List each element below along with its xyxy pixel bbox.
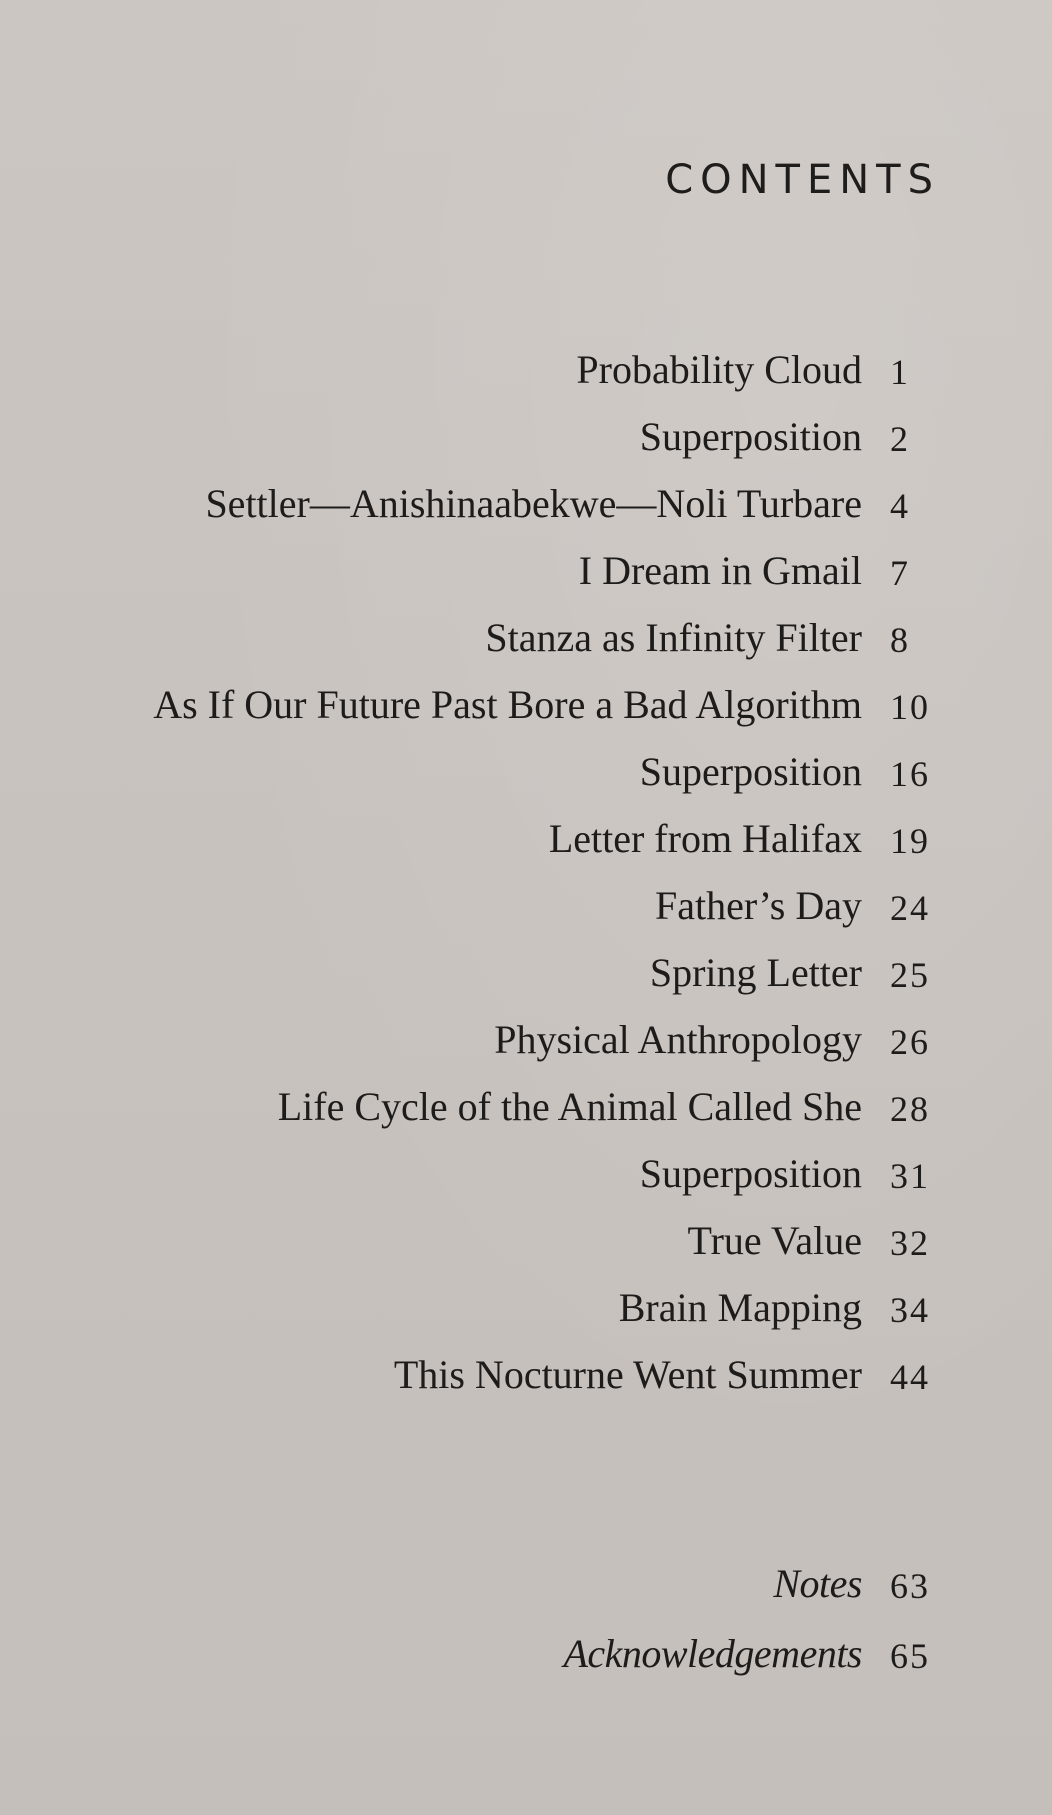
toc-entry-page: 44 [890, 1357, 930, 1397]
toc-entry-page: 19 [890, 821, 930, 861]
toc-entry-title: Father’s Day [655, 883, 862, 928]
toc-entry-page: 24 [890, 888, 930, 928]
toc-entry [0, 1278, 1052, 1328]
toc-entry-title: I Dream in Gmail [578, 548, 862, 593]
toc-entry-title: Spring Letter [649, 950, 862, 995]
toc-entry-title: True Value [687, 1218, 862, 1263]
toc-entry-page: 7 [890, 553, 910, 593]
toc-entry-title: As If Our Future Past Bore a Bad Algorithm [153, 682, 862, 727]
toc-entry [0, 943, 1052, 993]
toc-entry-title: Physical Anthropology [494, 1017, 862, 1062]
toc-entry-title: Life Cycle of the Animal Called She [277, 1084, 862, 1129]
toc-entry [0, 608, 1052, 658]
toc-entry-title: Superposition [639, 414, 862, 459]
toc-entry [0, 742, 1052, 792]
toc-entry-title: Stanza as Infinity Filter [485, 615, 862, 660]
toc-entry-page: 25 [890, 955, 930, 995]
toc-entry [0, 876, 1052, 926]
toc-entry-page: 26 [890, 1022, 930, 1062]
toc-entry-page: 4 [890, 486, 910, 526]
toc-entry-page: 34 [890, 1290, 930, 1330]
toc-entry [0, 340, 1052, 390]
toc-back-matter-entry [0, 1554, 1052, 1604]
toc-entry-title: Acknowledgements [563, 1631, 862, 1676]
toc-entry-title: Letter from Halifax [548, 816, 862, 861]
toc-entry-title: Superposition [639, 749, 862, 794]
toc-entry-page: 63 [890, 1566, 930, 1606]
toc-entry-title: Probability Cloud [576, 347, 862, 392]
toc-entry [0, 1010, 1052, 1060]
toc-back-matter-entry [0, 1624, 1052, 1674]
toc-entry-page: 31 [890, 1156, 930, 1196]
toc-entry-page: 1 [890, 352, 910, 392]
toc-entry [0, 1144, 1052, 1194]
toc-entry-title: This Nocturne Went Summer [393, 1352, 862, 1397]
toc-entry-title: Settler—Anishinaabekwe—Noli Turbare [205, 481, 862, 526]
toc-entry [0, 541, 1052, 591]
toc-entry [0, 675, 1052, 725]
toc-entry [0, 1345, 1052, 1395]
toc-entry-page: 10 [890, 687, 930, 727]
toc-entry [0, 1077, 1052, 1127]
toc-entry-page: 32 [890, 1223, 930, 1263]
toc-entry-page: 65 [890, 1636, 930, 1676]
toc-entry [0, 1211, 1052, 1261]
toc-entry [0, 407, 1052, 457]
toc-entry-page: 28 [890, 1089, 930, 1129]
toc-entry-page: 16 [890, 754, 930, 794]
toc-entry-title: Brain Mapping [618, 1285, 862, 1330]
toc-entry [0, 809, 1052, 859]
toc-entry-page: 8 [890, 620, 910, 660]
contents-heading: CONTENTS [665, 157, 940, 203]
toc-entry-page: 2 [890, 419, 910, 459]
toc-entry-title: Notes [773, 1561, 862, 1606]
toc-entry-title: Superposition [639, 1151, 862, 1196]
toc-entry [0, 474, 1052, 524]
